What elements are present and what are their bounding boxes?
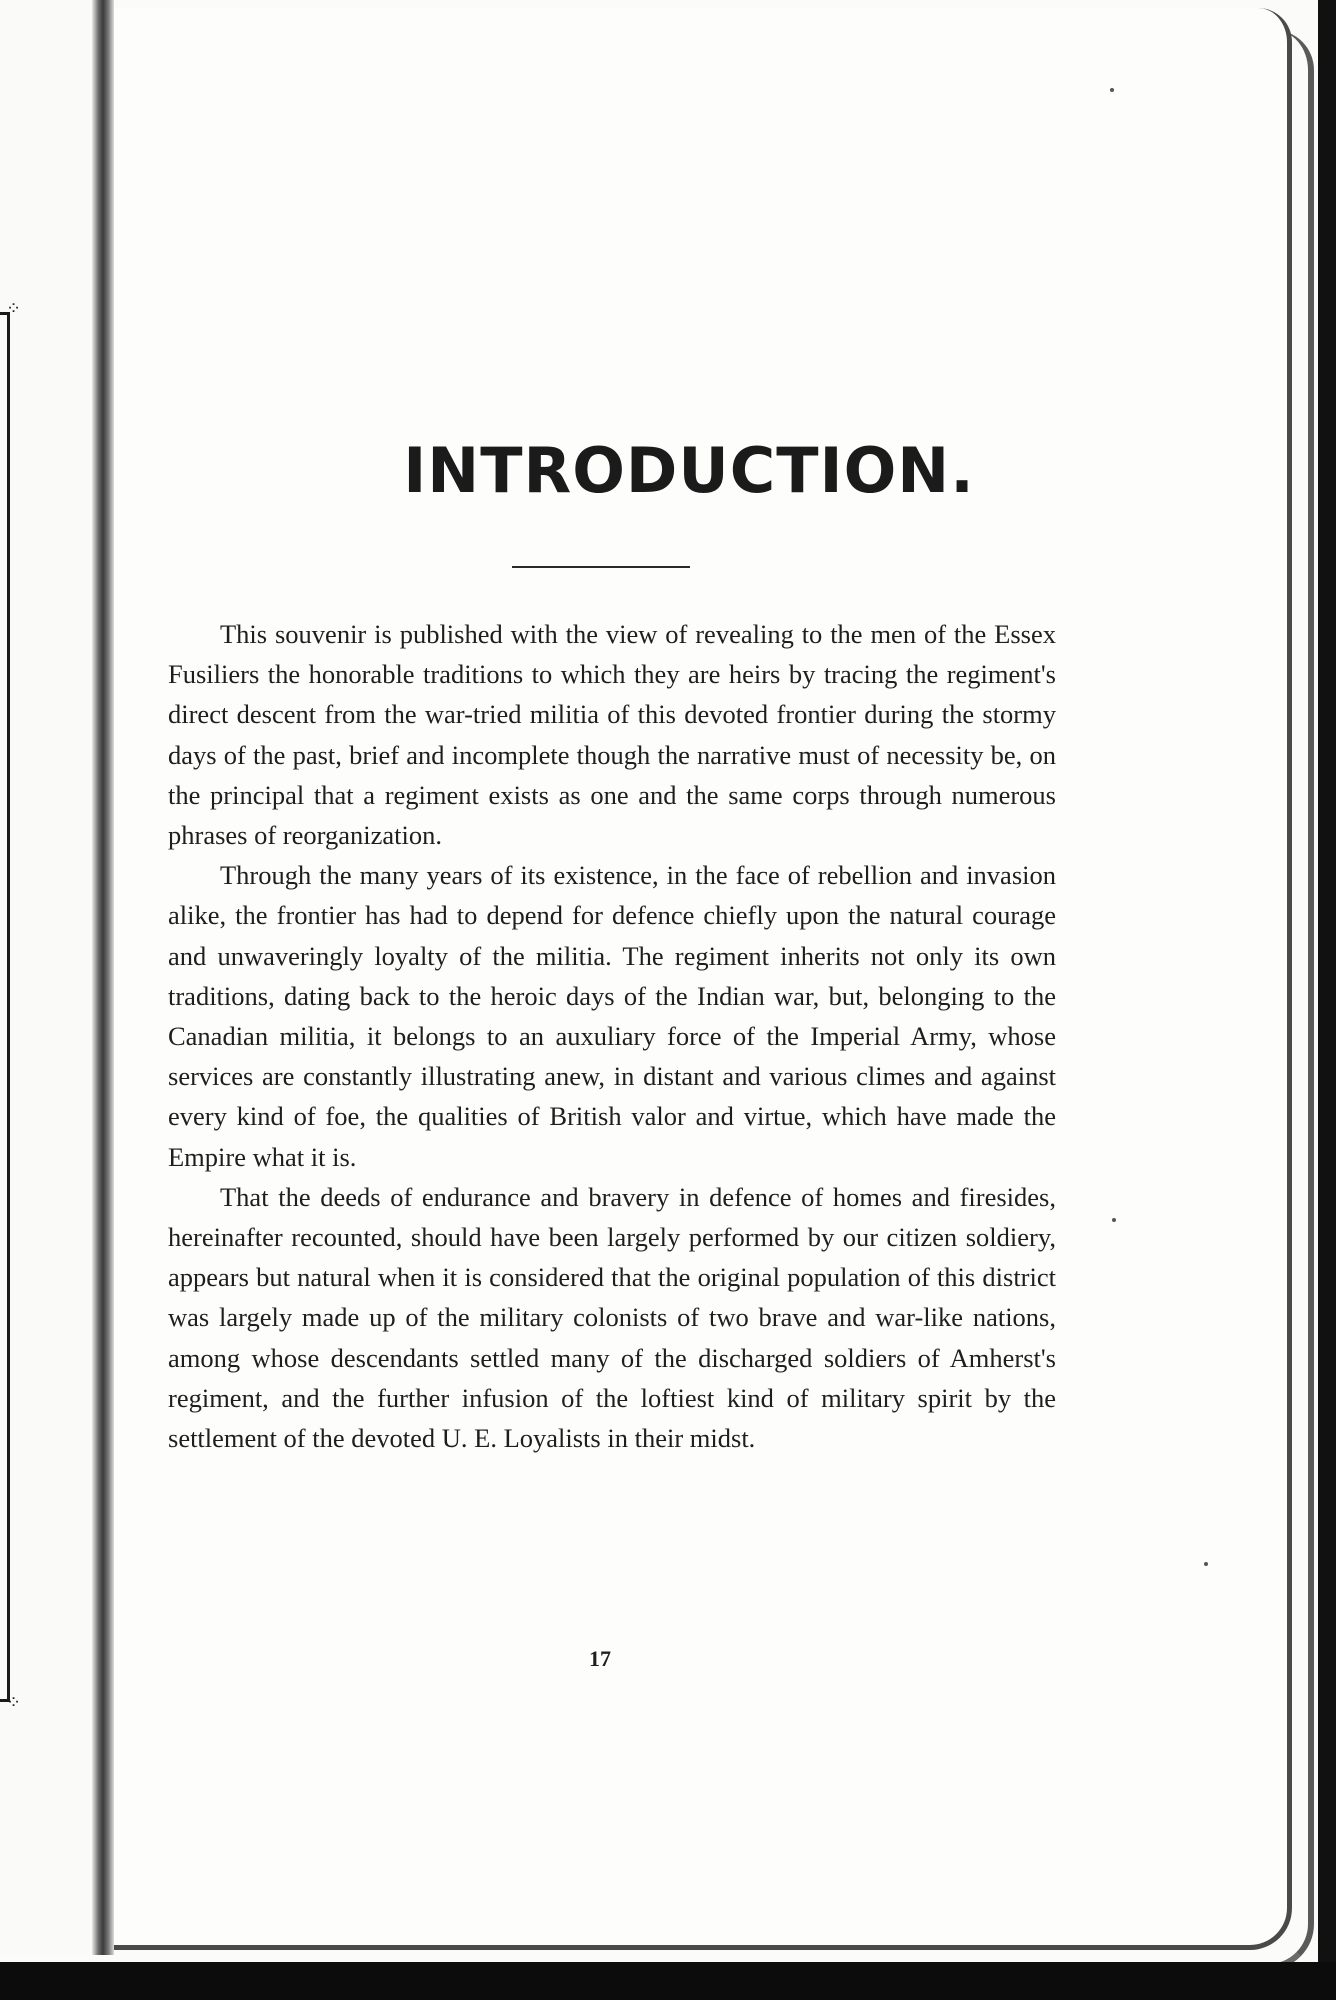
page-title: INTRODUCTION. (403, 434, 975, 507)
paper-speck (1110, 88, 1114, 92)
left-page-border (0, 312, 10, 1702)
ornament-icon: ⁘ (6, 1692, 22, 1713)
paragraph: Through the many years of its existence, in the face of rebellion and invasion alike, the frontier has had to depend for defence chiefly upon the natural courage and unwaveringly loyalty of the militia. The regiment inherits not only its own traditions, dating back to the heroic days of the Indian war, but, belonging to the Canadian militia, it belongs to an auxuliary force of the Imperial Army, whose services are constantly illustrating anew, in distant and various climes and against every kind of foe, the qualities of British valor and virtue, which have made the Empire what it is. (168, 860, 1056, 1172)
scan-background-bottom (0, 1962, 1336, 2000)
paper-speck (1112, 1218, 1116, 1222)
paper-speck (1204, 1562, 1208, 1566)
page-number: 17 (589, 1646, 611, 1671)
title-divider (512, 566, 690, 568)
paragraph: This souvenir is published with the view of revealing to the men of the Essex Fusiliers the honorable traditions to which they are heirs by tracing the regiment's direct descent from the war-tried militia of this devoted frontier during the stormy days of the past, brief and incomplete though the narrative must of necessity be, on the principal that a regiment exists as one and the same corps through numerous phrases of reorganization. (168, 619, 1056, 851)
left-facing-page (0, 0, 92, 1955)
scan-background-edge (1318, 0, 1336, 2000)
paragraph: That the deeds of endurance and bravery in defence of homes and firesides, hereinafter recounted, should have been largely performed by our citizen soldiery, appears but natural when it is considered that the original population of this district was largely made up of the military colonists of two brave and war-like nations, among whose descendants settled many of the discharged soldiers of Amherst's regiment, and the further infusion of the loftiest kind of military spirit by the settlement of the devoted U. E. Loyalists in their midst. (168, 1181, 1056, 1454)
ornament-icon: ⁘ (6, 298, 22, 319)
book-gutter (92, 0, 114, 1955)
body-text (168, 614, 1056, 1458)
